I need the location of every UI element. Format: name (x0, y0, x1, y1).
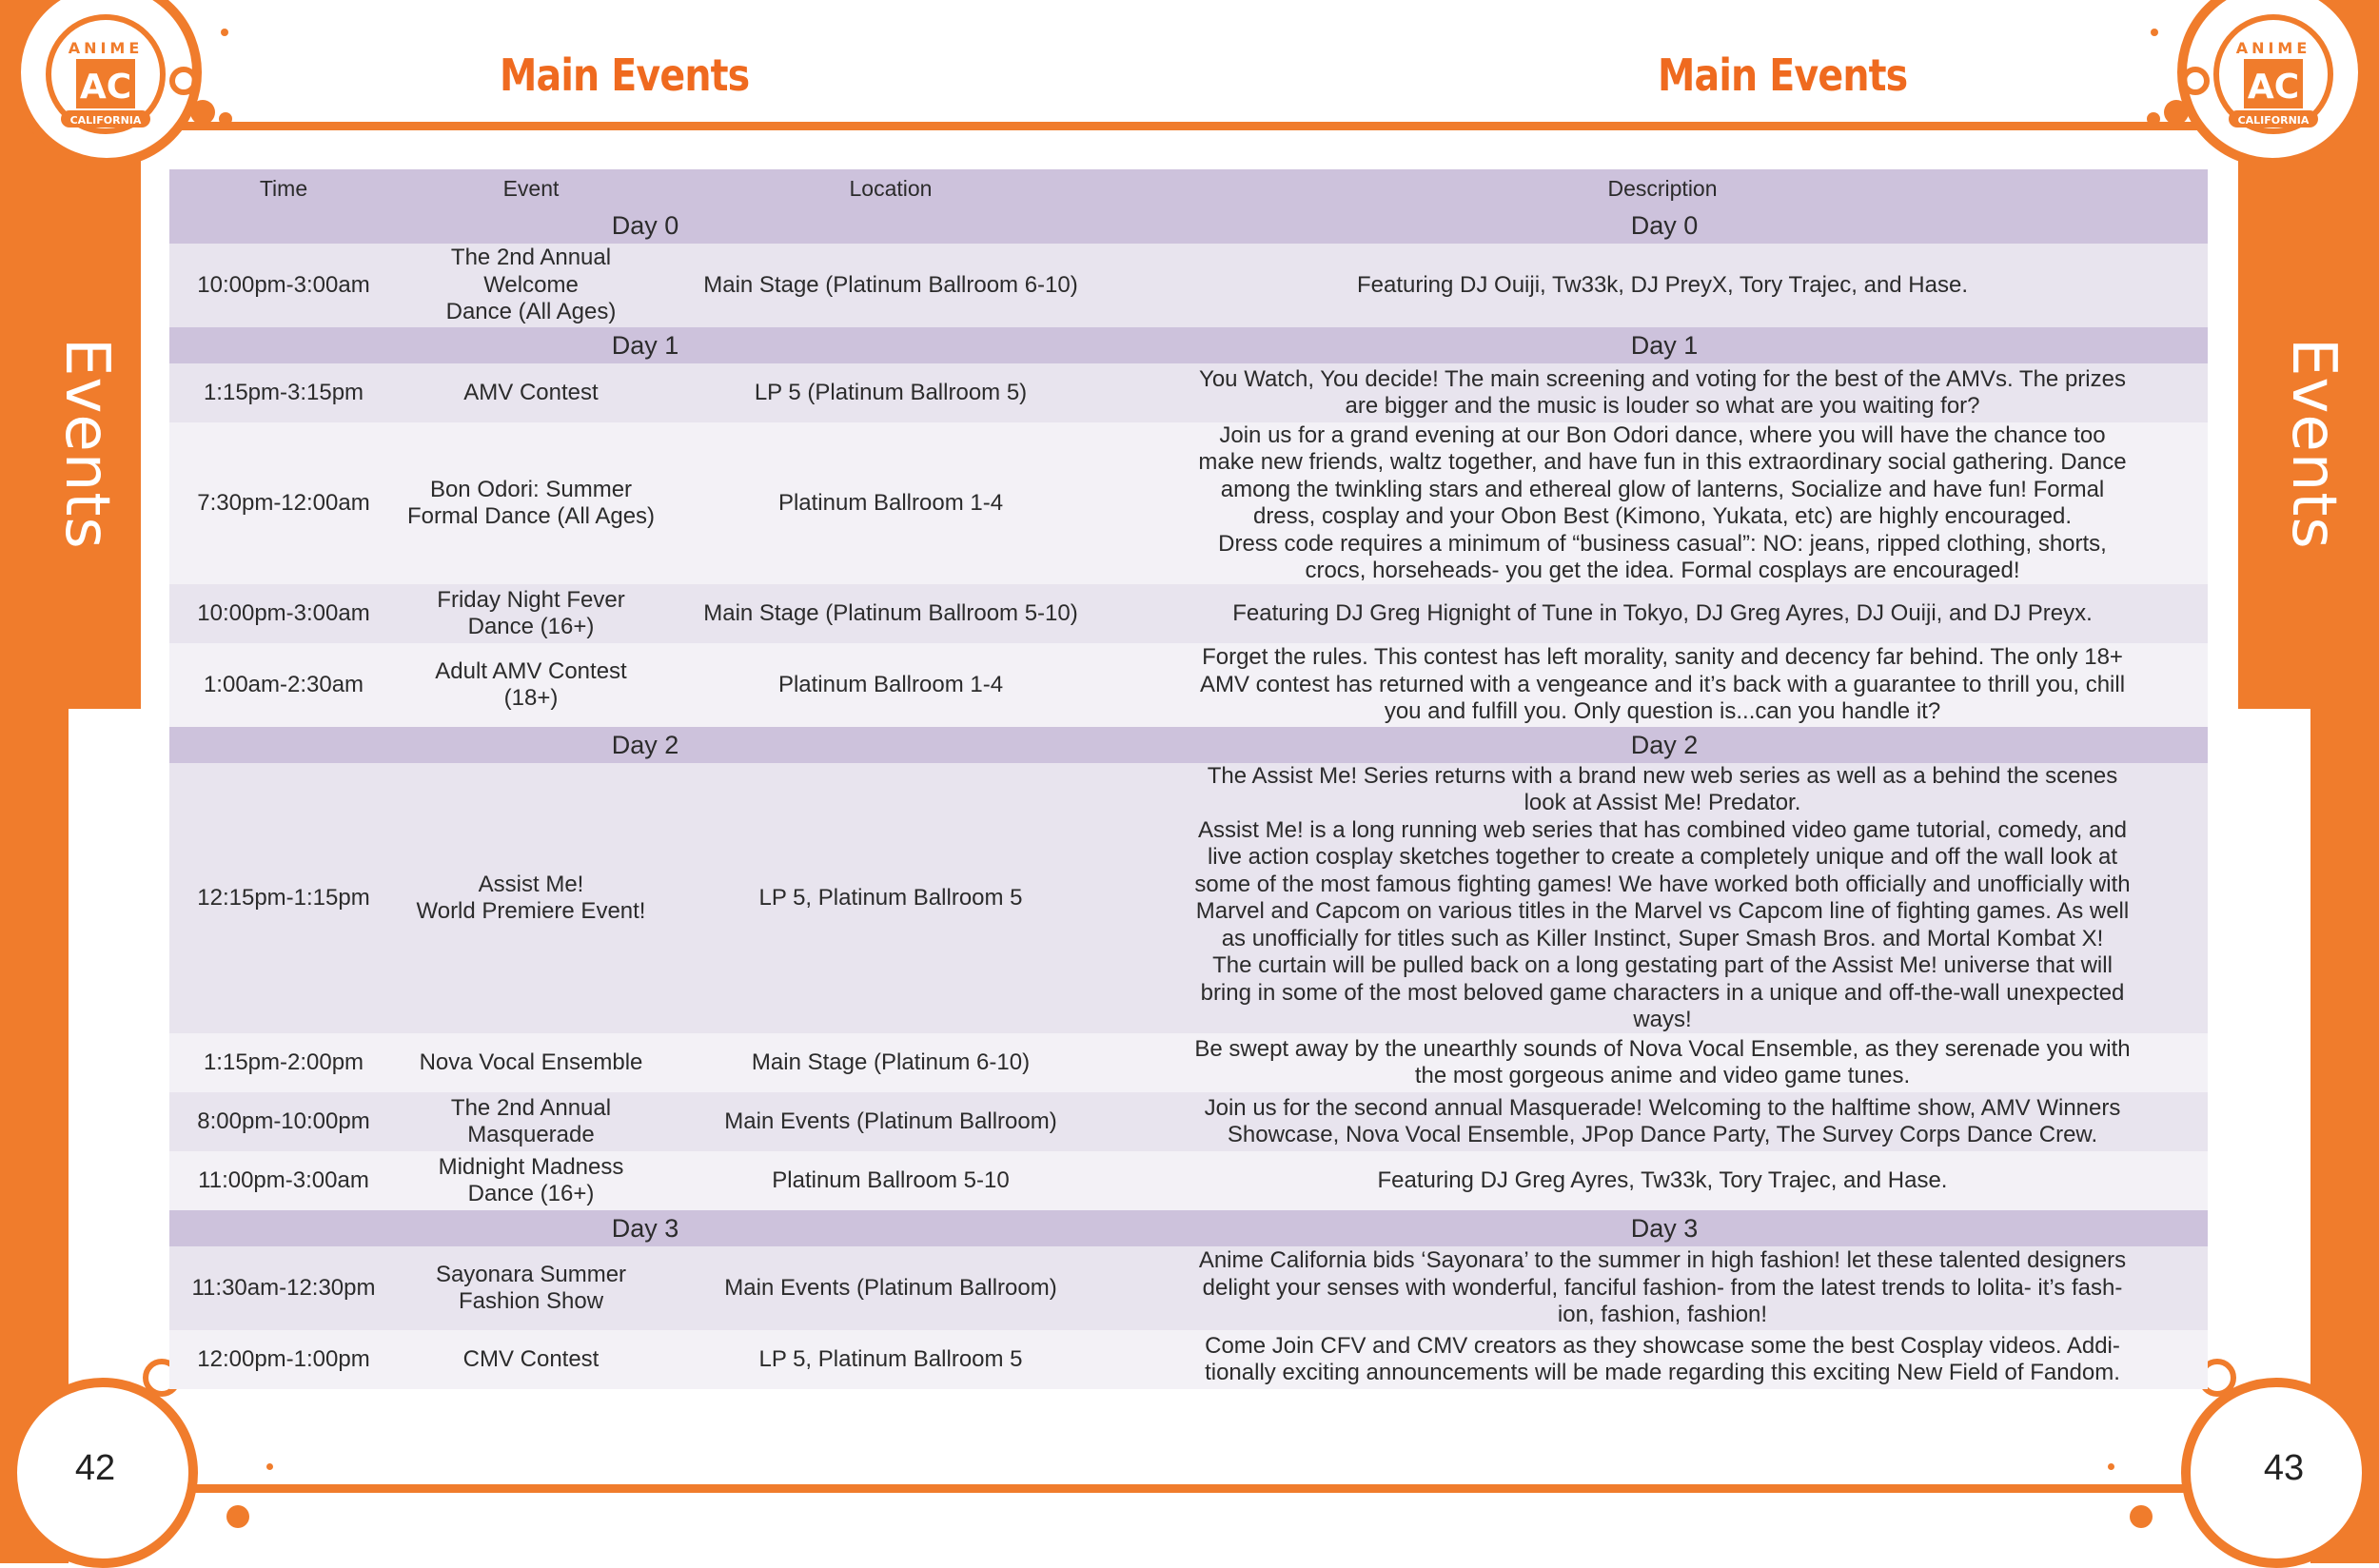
location-cell: LP 5 (Platinum Ballroom 5) (754, 379, 1028, 405)
bubble-decoration (219, 112, 232, 126)
event-line: Bon Odori: Summer (429, 476, 633, 502)
description-line: The curtain will be pulled back on a long gestating part of the Assist Me! universe that will (1212, 952, 2113, 978)
description-line: dress, cosplay and your Obon Best (Kimono, Yukata, etc) are highly encouraged. (1252, 503, 2073, 529)
column-header-location: Location (849, 175, 933, 201)
table-row (169, 1092, 2208, 1151)
location-cell: Main Events (Platinum Ballroom) (724, 1107, 1057, 1134)
day-label-right: Day 0 (1630, 210, 1699, 240)
side-label-right: Events (2278, 338, 2349, 550)
event-line: Formal Dance (All Ages) (406, 503, 656, 529)
event-line: Sayonara Summer (435, 1261, 627, 1287)
description-line: bring in some of the most beloved game characters in a unique and off-the-wall unexpected (1200, 979, 2125, 1006)
description-line: Come Join CFV and CMV creators as they showcase some the best Cosplay videos. Addi- (1205, 1332, 2120, 1359)
description-line: AMV contest has returned with a vengeance and it’s back with a guarantee to thrill you, chill (1199, 671, 2126, 697)
logo-top-text: ANIME (68, 39, 144, 57)
bubble-decoration (2151, 29, 2158, 36)
event-cell (398, 872, 664, 926)
event-cell (398, 1049, 664, 1077)
description-line: live action cosplay sketches together to create a completely unique and off the wall look at (1207, 844, 2118, 870)
day-header-row (169, 727, 2208, 763)
time-cell: 10:00pm-3:00am (197, 599, 370, 626)
event-line: Midnight Madness (438, 1153, 624, 1180)
side-label-left: Events (51, 338, 122, 550)
description-line: Be swept away by the unearthly sounds of Nova Vocal Ensemble, as they serenade you with (1194, 1035, 2131, 1062)
location-cell: Platinum Ballroom 1-4 (777, 671, 1004, 697)
table-row (169, 244, 2208, 327)
event-cell (398, 658, 664, 713)
description-line: Assist Me! is a long running web series that has combined video game tutorial, comedy, and (1197, 816, 2128, 843)
location-cell: Main Events (Platinum Ballroom) (724, 1274, 1057, 1301)
day-label-left: Day 3 (611, 1213, 679, 1243)
time-cell: 1:00am-2:30am (203, 671, 364, 697)
description-cell (1117, 600, 2208, 628)
time-cell: 1:15pm-2:00pm (203, 1049, 364, 1075)
anime-california-logo (34, 0, 177, 143)
day-label-right: Day 3 (1630, 1213, 1699, 1243)
table-header-row (169, 169, 2208, 207)
event-line: CMV Contest (462, 1345, 600, 1372)
event-line: Nova Vocal Ensemble (419, 1049, 643, 1075)
description-line: Showcase, Nova Vocal Ensemble, JPop Dance Party, The Survey Corps Dance Crew. (1227, 1122, 2098, 1147)
column-header-event: Event (502, 175, 560, 201)
time-cell: 11:00pm-3:00am (198, 1166, 369, 1193)
bubble-decoration (2130, 1505, 2153, 1528)
logo-bottom-text: CALIFORNIA (2237, 114, 2310, 127)
description-cell (1117, 422, 2208, 585)
bubble-decoration (221, 29, 228, 36)
time-cell: 10:00pm-3:00am (197, 271, 370, 298)
description-line: look at Assist Me! Predator. (1524, 790, 1801, 815)
description-line: delight your senses with wonderful, fanciful fashion- from the latest trends to lolita- it’s fash- (1202, 1274, 2123, 1301)
page-title-left: Main Events (500, 49, 750, 101)
event-cell (398, 1262, 664, 1316)
event-line: Dance (16+) (467, 614, 595, 639)
event-line: The 2nd Annual (450, 245, 612, 271)
description-line: Join us for the second annual Masquerade! Welcoming to the halftime show, AMV Winners (1204, 1094, 2121, 1121)
description-line: as unofficially for titles such as Killer Instinct, Super Smash Bros. and Mortal Kombat X! (1221, 925, 2104, 951)
description-cell (1117, 272, 2208, 300)
table-row (169, 643, 2208, 727)
description-cell (1117, 1333, 2208, 1387)
event-line: Fashion Show (458, 1288, 604, 1314)
column-header-time: Time (259, 175, 308, 201)
description-cell (1117, 644, 2208, 726)
logo-mark-text: AC (2247, 68, 2300, 107)
event-cell (398, 1095, 664, 1149)
location-cell: LP 5, Platinum Ballroom 5 (758, 884, 1023, 911)
description-line: crocs, horseheads- you get the idea. Formal cosplays are encouraged! (1305, 558, 2020, 583)
event-line: Dance (All Ages) (445, 299, 617, 325)
location-cell: Main Stage (Platinum Ballroom 5-10) (703, 599, 1078, 626)
page-number-right: 43 (2263, 1448, 2305, 1488)
description-line: Join us for a grand evening at our Bon Odori dance, where you will have the chance too (1219, 421, 2106, 448)
event-line: AMV Contest (463, 379, 599, 405)
time-cell: 8:00pm-10:00pm (197, 1107, 370, 1134)
bubble-decoration (2147, 112, 2160, 126)
time-cell: 7:30pm-12:00am (197, 489, 370, 516)
event-cell (398, 587, 664, 641)
table-row (169, 763, 2208, 1033)
description-line: The Assist Me! Series returns with a brand new web series as well as a behind the scenes (1207, 762, 2118, 789)
location-cell: LP 5, Platinum Ballroom 5 (758, 1345, 1023, 1372)
column-header-description: Description (1607, 175, 1718, 201)
logo-mark-text: AC (79, 68, 132, 107)
event-line: Friday Night Fever (437, 586, 625, 613)
location-cell: Main Stage (Platinum Ballroom 6-10) (703, 271, 1078, 298)
day-label-right: Day 1 (1630, 330, 1699, 360)
description-line: some of the most famous fighting games! We have worked both officially and unofficially with (1194, 871, 2131, 897)
location-cell: Platinum Ballroom 1-4 (777, 489, 1004, 516)
bottom-rule (133, 1484, 2246, 1493)
time-cell: 12:00pm-1:00pm (197, 1345, 370, 1372)
description-line: Featuring DJ Ouiji, Tw33k, DJ PreyX, Tory Trajec, and Hase. (1356, 271, 1969, 298)
event-line: Welcome (483, 271, 579, 298)
anime-california-logo (2202, 0, 2345, 143)
day-header-row (169, 207, 2208, 244)
description-cell (1117, 1036, 2208, 1090)
description-line: ways! (1633, 1007, 1692, 1032)
event-line: Masquerade (467, 1122, 595, 1147)
table-row (169, 422, 2208, 584)
description-line: Anime California bids ‘Sayonara’ to the summer in high fashion! let these talented designers (1198, 1247, 2127, 1274)
event-line: Dance (16+) (467, 1181, 595, 1206)
events-schedule-table (169, 169, 2208, 1389)
event-line: World Premiere Event! (416, 898, 646, 924)
page-number-left: 42 (74, 1448, 116, 1488)
event-line: The 2nd Annual (450, 1094, 612, 1121)
event-line: Adult AMV Contest (18+) (435, 657, 627, 711)
description-line: among the twinkling stars and ethereal glow of lanterns, Socialize and have fun! Formal (1220, 476, 2105, 502)
description-line: are bigger and the music is louder so what are you waiting for? (1345, 393, 1980, 419)
event-cell (398, 1346, 664, 1374)
right-side-band (2310, 0, 2379, 1563)
day-label-left: Day 2 (611, 730, 679, 759)
day-header-row (169, 1210, 2208, 1246)
day-label-left: Day 1 (611, 330, 679, 360)
logo-top-text: ANIME (2235, 39, 2311, 57)
time-cell: 12:15pm-1:15pm (197, 884, 370, 911)
table-row (169, 1246, 2208, 1330)
table-row (169, 1330, 2208, 1389)
description-line: Dress code requires a minimum of “business casual”: NO: jeans, ripped clothing, shorts, (1218, 530, 2107, 557)
description-cell (1117, 763, 2208, 1034)
table-row (169, 363, 2208, 422)
logo-bottom-text: CALIFORNIA (69, 114, 142, 127)
top-rule (133, 122, 2246, 130)
table-row (169, 1151, 2208, 1210)
description-cell (1117, 366, 2208, 421)
table-row (169, 584, 2208, 643)
description-line: Marvel and Capcom on various titles in the Marvel vs Capcom line of fighting games. As well (1195, 898, 2130, 924)
event-cell (398, 380, 664, 407)
event-line: Assist Me! (478, 871, 584, 897)
table-row (169, 1033, 2208, 1092)
bubble-decoration (226, 1505, 249, 1528)
time-cell: 11:30am-12:30pm (191, 1274, 376, 1301)
page-title-right: Main Events (1658, 49, 1908, 101)
description-cell (1117, 1167, 2208, 1195)
description-cell (1117, 1095, 2208, 1149)
location-cell: Platinum Ballroom 5-10 (772, 1166, 1010, 1193)
description-line: tionally exciting announcements will be made regarding this exciting New Field of Fandom. (1205, 1360, 2120, 1385)
description-line: Forget the rules. This contest has left morality, sanity and decency far behind. The only 18+ (1202, 644, 2123, 671)
description-line: You Watch, You decide! The main screening and voting for the best of the AMVs. The prizes (1199, 365, 2126, 392)
time-cell: 1:15pm-3:15pm (203, 379, 364, 405)
event-cell (398, 1154, 664, 1208)
description-line: you and fulfill you. Only question is...can you handle it? (1384, 698, 1941, 725)
day-label-right: Day 2 (1630, 730, 1699, 759)
bubble-decoration (266, 1463, 273, 1470)
description-line: Featuring DJ Greg Ayres, Tw33k, Tory Trajec, and Hase. (1377, 1166, 1948, 1193)
day-label-left: Day 0 (611, 210, 679, 240)
location-cell: Main Stage (Platinum 6-10) (751, 1049, 1031, 1075)
description-cell (1117, 1247, 2208, 1329)
description-line: ion, fashion, fashion! (1557, 1302, 1768, 1328)
description-line: Featuring DJ Greg Hignight of Tune in Tokyo, DJ Greg Ayres, DJ Ouiji, and DJ Preyx. (1232, 599, 2093, 626)
day-header-row (169, 327, 2208, 363)
event-cell (398, 245, 664, 326)
bubble-decoration (2108, 1463, 2114, 1470)
event-cell (398, 477, 664, 531)
left-side-band (0, 0, 69, 1563)
bubble-decoration (2164, 100, 2189, 125)
description-line: the most gorgeous anime and video game tunes. (1414, 1063, 1911, 1088)
description-line: make new friends, waltz together, and have fun in this extraordinary social gathering. Dance (1198, 449, 2127, 475)
bubble-decoration (190, 100, 215, 125)
